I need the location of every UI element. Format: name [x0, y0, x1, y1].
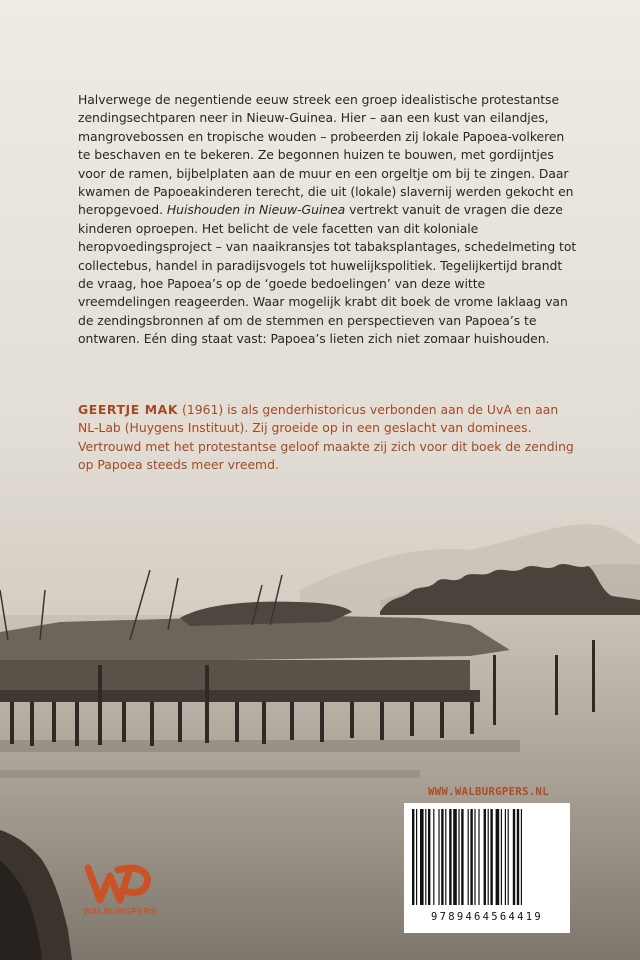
publisher-name: WALBURGPERS [83, 906, 157, 916]
book-title: Huishouden in Nieuw-Guinea [166, 202, 346, 218]
barcode-bar [458, 809, 459, 905]
barcode-bar [490, 809, 492, 905]
barcode-bar [416, 809, 417, 905]
publisher-url[interactable]: WWW.WALBURGPERS.NL [428, 786, 549, 798]
walburgpers-logo-icon [80, 860, 160, 930]
barcode-bar [478, 809, 479, 905]
barcode-bars [410, 809, 564, 909]
barcode-bar [484, 809, 486, 905]
barcode-bar [425, 809, 426, 905]
barcode-bar [453, 809, 457, 905]
barcode-bar [412, 809, 414, 905]
blurb-part-2: vertrekt vanuit de vragen die deze kinderen oproepen. Het belicht de vele facetten van dit koloniale heropvoedingsproject – van naaikransjes tot tabaksplantages, schedelmeting tot collectebus, handel in paradijsvogels tot huwelijkspolitiek. Tegelijkertijd brandt de vraag, hoe Papoea’s op de ‘goede bedoelingen’ van deze witte vreemdelingen reageerden. Waar mogelijk krabt dit boek de vrome laklaag van de zendingsbronnen af om de stemmen en perspectieven van Papoea’s te ontwaren. Eén ding staat vast: Papoea’s lieten zich niet zomaar huishouden. [78, 202, 577, 347]
barcode-bar [513, 809, 515, 905]
barcode-bar [508, 809, 509, 905]
barcode-bar [449, 809, 451, 905]
barcode-bar [428, 809, 430, 905]
barcode-bar [501, 809, 502, 905]
author-name: GEERTJE MAK [78, 402, 179, 417]
barcode-bar [517, 809, 519, 905]
barcode-bar [468, 809, 469, 905]
back-cover-blurb [78, 91, 578, 349]
barcode-bar [441, 809, 443, 905]
barcode-bar [420, 809, 424, 905]
author-bio-text: (1961) is als genderhistoricus verbonden aan de UvA en aan NL-Lab (Huygens Instituut). Zij groeide op in een geslacht van dominees. Vertrouwd met het protestantse geloof maakte zij zich voor dit boek de zending op Papoea steeds meer vreemd. [78, 402, 574, 473]
barcode-bar [438, 809, 439, 905]
barcode-bar [496, 809, 500, 905]
isbn-number: 9789464564419 [430, 911, 544, 923]
barcode-bar [445, 809, 446, 905]
barcode-bar [470, 809, 472, 905]
barcode-bar [433, 809, 434, 905]
barcode-bar [488, 809, 489, 905]
barcode-bar [521, 809, 522, 905]
barcode-bar [505, 809, 506, 905]
barcode-bar [474, 809, 475, 905]
author-bio [78, 401, 578, 475]
blurb-part-1: Halverwege de negentiende eeuw streek een groep idealistische protestantse zendingsechtparen neer in Nieuw-Guinea. Hier – aan een kust van eilandjes, mangrovebossen en tropische wouden – probeerden zij lokale Papoea-volkeren te beschaven en te bekeren. Ze begonnen huizen te bouwen, met gordijntjes voor de ramen, bijbelplaten aan de muur en een orgeltje om bij te zingen. Daar kwamen de Papoeakinderen terecht, die uit (lokale) slavernij werden gekocht en heropgevoed. [78, 92, 574, 218]
isbn-barcode [404, 803, 570, 933]
barcode-bar [461, 809, 463, 905]
